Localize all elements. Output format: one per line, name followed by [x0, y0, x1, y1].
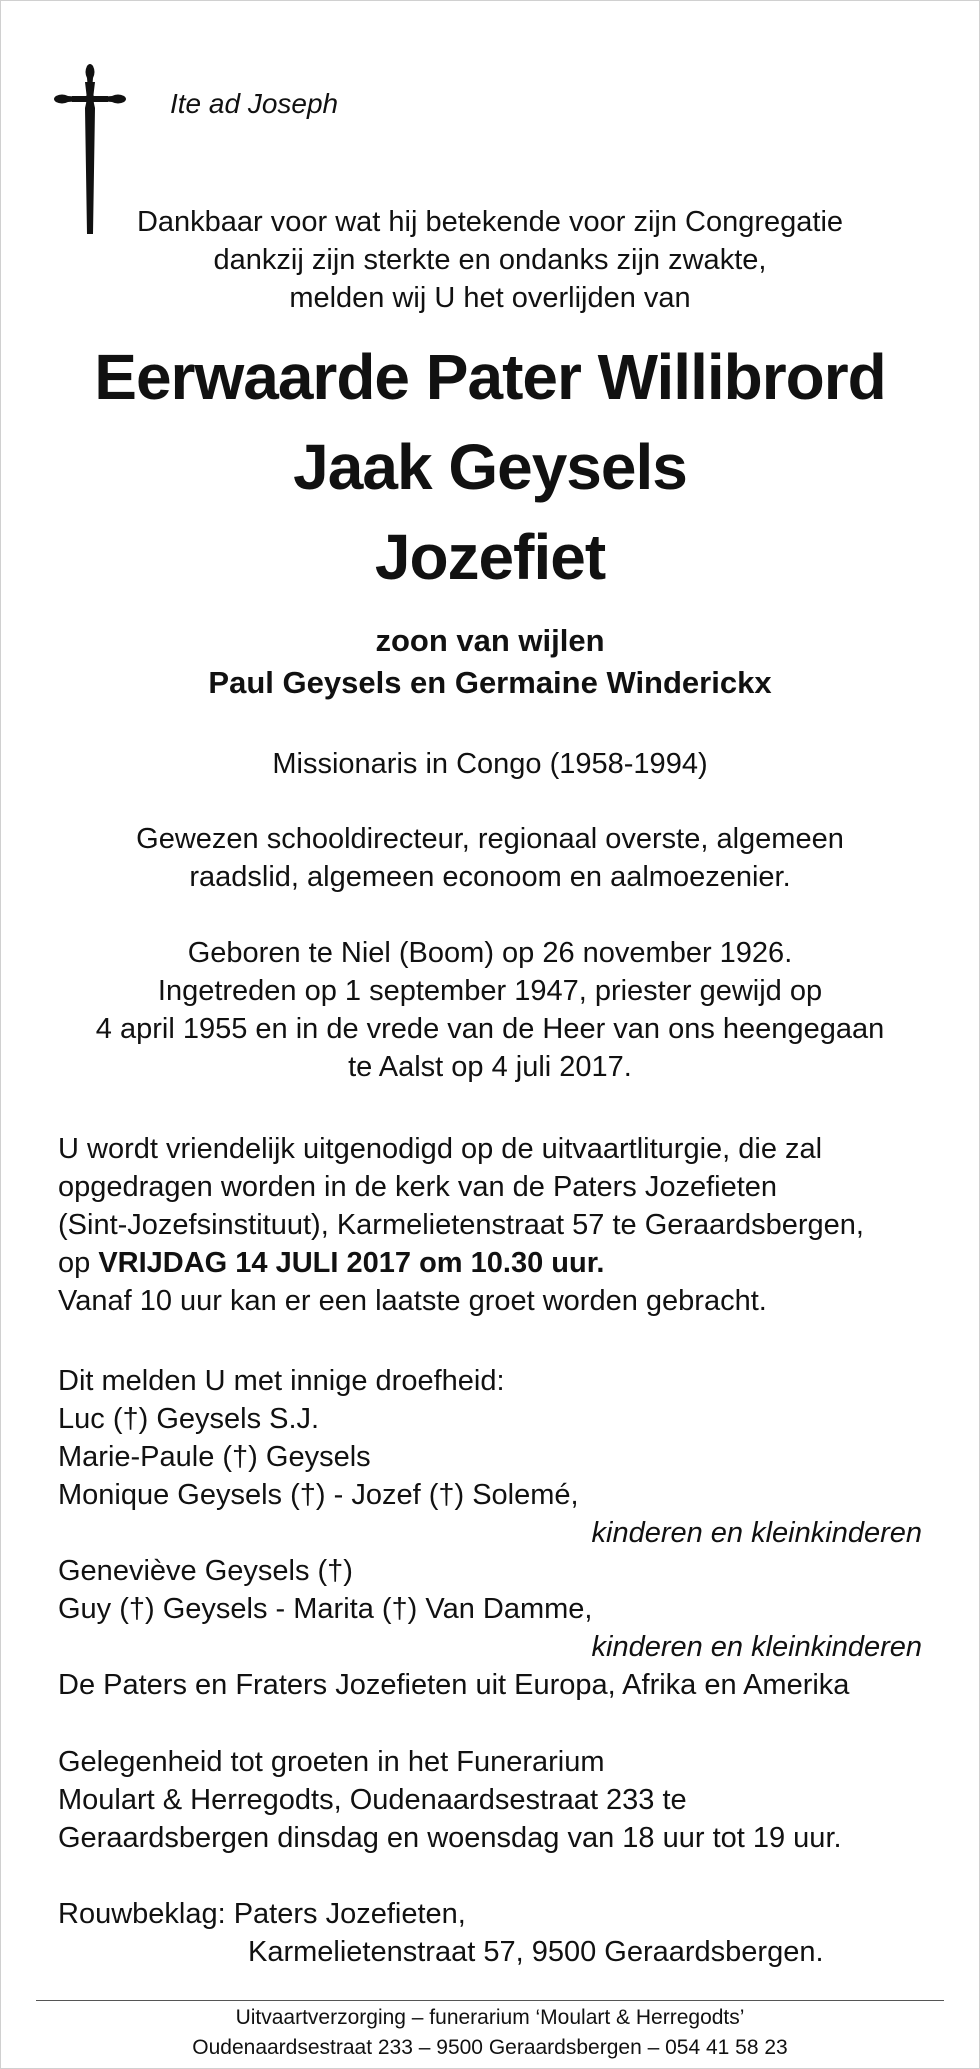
- roles-line: raadslid, algemeen econoom en aalmoezenier.: [189, 861, 791, 893]
- intro-line: Dankbaar voor wat hij betekende voor zijn Congregatie: [136, 206, 844, 238]
- intro-line: dankzij zijn sterkte en ondanks zijn zwakte,: [213, 244, 767, 276]
- invite-line: Vanaf 10 uur kan er een laatste groet worden gebracht.: [58, 1285, 767, 1317]
- mission-text: Missionaris in Congo (1958-1994): [272, 748, 708, 780]
- bio-line: te Aalst op 4 juli 2017.: [348, 1051, 632, 1083]
- deceased-name: [0, 332, 980, 602]
- roles-line: Gewezen schooldirecteur, regionaal overste, algemeen: [136, 823, 844, 855]
- condolence-address: [58, 1895, 928, 1971]
- parent-names: Paul Geysels en Germaine Winderickx: [208, 665, 772, 700]
- intro-text: [50, 203, 930, 317]
- visit-line: Geraardsbergen dinsdag en woensdag van 18 uur tot 19 uur.: [58, 1822, 842, 1854]
- family-member: Luc (†) Geysels S.J.: [58, 1403, 320, 1435]
- funeral-date: VRIJDAG 14 JULI 2017 om 10.30 uur.: [98, 1247, 605, 1279]
- invite-line: opgedragen worden in de kerk van de Paters Jozefieten: [58, 1171, 778, 1203]
- family-list: [58, 1362, 928, 1704]
- family-member: Guy (†) Geysels - Marita (†) Van Damme,: [58, 1593, 593, 1625]
- invite-line: (Sint-Jozefsinstituut), Karmelietenstraat 57 te Geraardsbergen,: [58, 1209, 864, 1241]
- family-member: Monique Geysels (†) - Jozef (†) Solemé,: [58, 1479, 579, 1511]
- condolence-line: Karmelietenstraat 57, 9500 Geraardsbergen.: [248, 1936, 824, 1968]
- bio-line: 4 april 1955 en in de vrede van de Heer van ons heengegaan: [95, 1013, 885, 1045]
- son-of-label: zoon van wijlen: [375, 623, 605, 658]
- name-line: Jaak Geysels: [293, 431, 687, 503]
- bio-line: Ingetreden op 1 september 1947, priester gewijd op: [157, 975, 823, 1007]
- grandchildren-note: kinderen en kleinkinderen: [591, 1517, 922, 1549]
- parents: [0, 620, 980, 704]
- grandchildren-note: kinderen en kleinkinderen: [591, 1631, 922, 1663]
- bio-line: Geboren te Niel (Boom) op 26 november 1926.: [187, 937, 793, 969]
- biography: [0, 934, 980, 1086]
- condolence-line: Rouwbeklag: Paters Jozefieten,: [58, 1898, 466, 1930]
- footer: [0, 2003, 980, 2063]
- funeral-invitation: [58, 1130, 928, 1320]
- former-roles: [0, 820, 980, 896]
- visit-line: Gelegenheid tot groeten in het Funerarium: [58, 1746, 605, 1778]
- family-member: De Paters en Fraters Jozefieten uit Europa, Afrika en Amerika: [58, 1669, 850, 1701]
- name-line: Eerwaarde Pater Willibrord: [94, 341, 886, 413]
- motto: Ite ad Joseph: [170, 88, 339, 119]
- family-member: Geneviève Geysels (†): [58, 1555, 353, 1587]
- name-line: Jozefiet: [374, 521, 606, 593]
- footer-divider: [36, 2000, 944, 2001]
- invite-date-line: [58, 1244, 928, 1282]
- invite-line: U wordt vriendelijk uitgenodigd op de uitvaartliturgie, die zal: [58, 1133, 823, 1165]
- family-member: Marie-Paule (†) Geysels: [58, 1441, 371, 1473]
- invite-prefix: op: [58, 1247, 99, 1279]
- visit-line: Moulart & Herregodts, Oudenaardsestraat 233 te: [58, 1784, 687, 1816]
- family-intro: Dit melden U met innige droefheid:: [58, 1365, 505, 1397]
- intro-line: melden wij U het overlijden van: [289, 282, 691, 314]
- visitation-info: [58, 1743, 928, 1857]
- footer-line: Uitvaartverzorging – funerarium ‘Moulart & Herregodts’: [235, 2006, 745, 2029]
- footer-line: Oudenaardsestraat 233 – 9500 Geraardsbergen – 054 41 58 23: [192, 2036, 788, 2059]
